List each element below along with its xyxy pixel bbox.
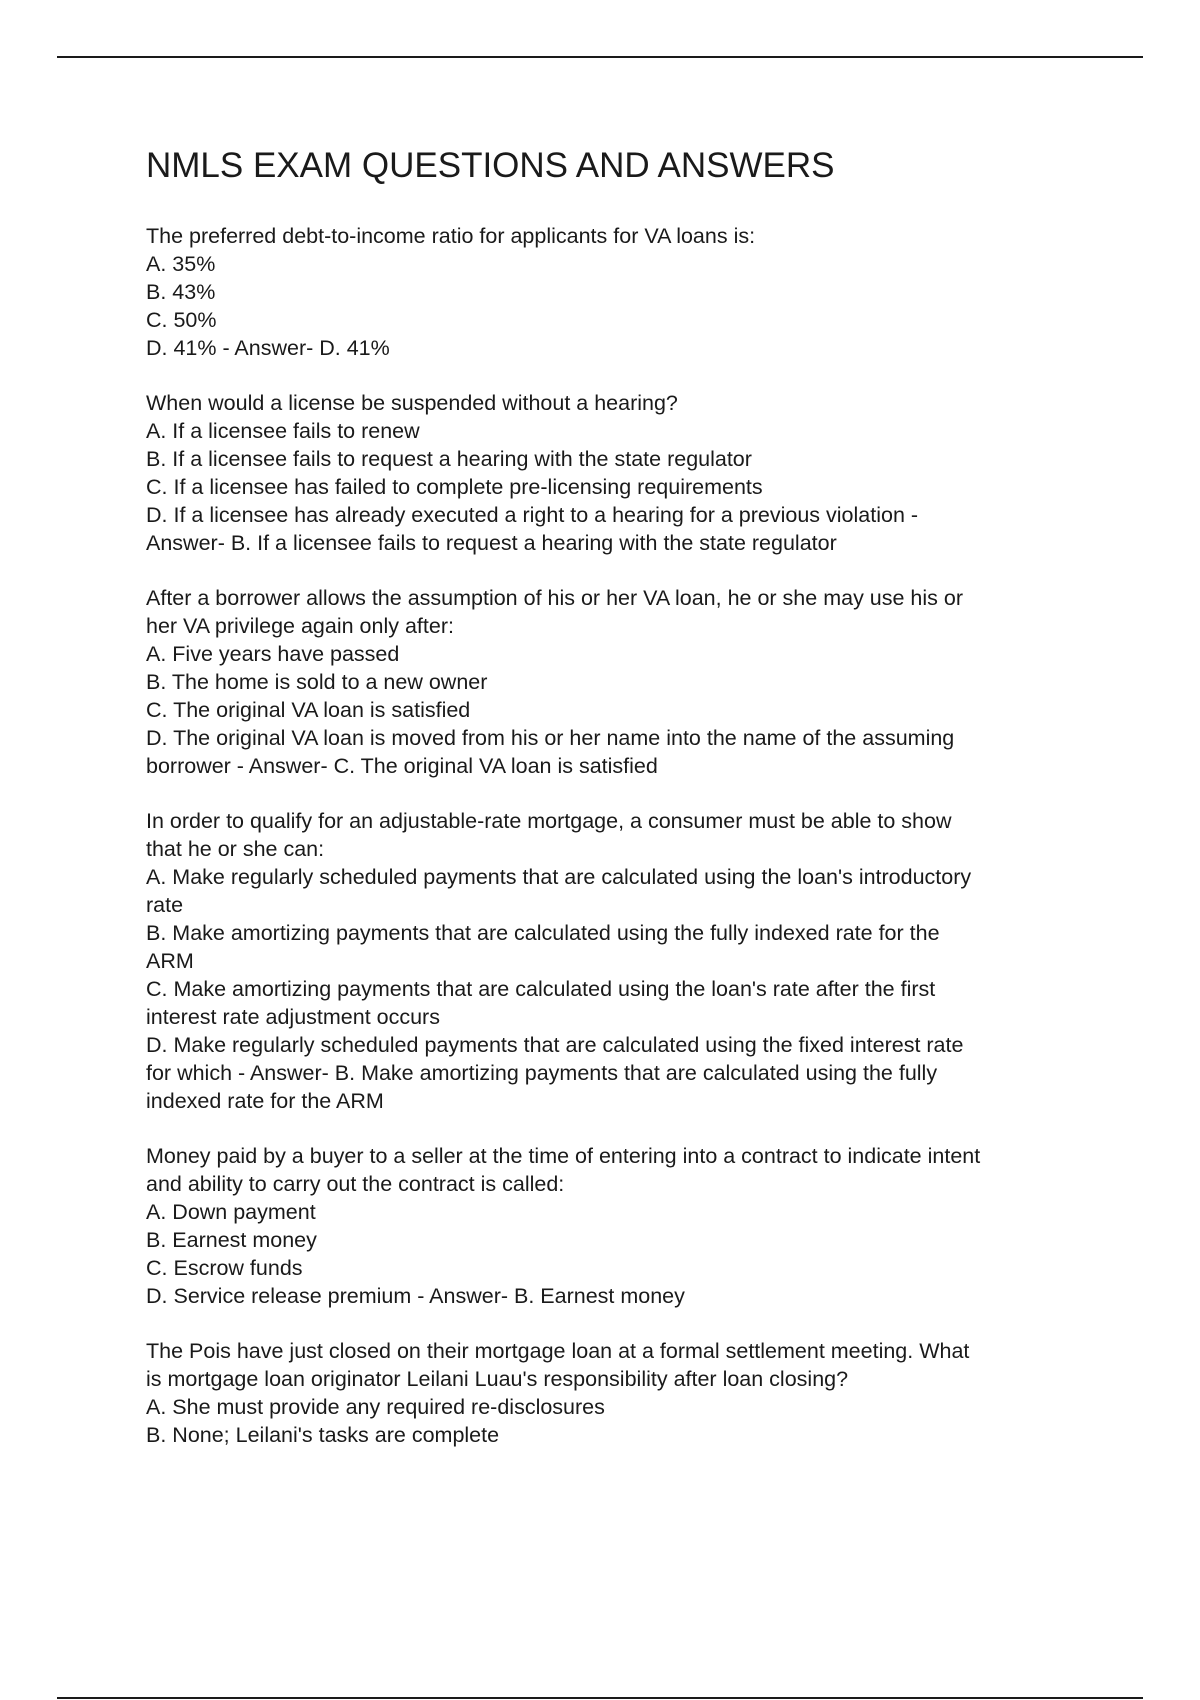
question-text-line: B. Earnest money [146, 1228, 317, 1252]
question-block [146, 1337, 1096, 1449]
question-text-line: interest rate adjustment occurs [146, 1005, 440, 1029]
question-text-line: Money paid by a buyer to a seller at the time of entering into a contract to indicate intent [146, 1144, 981, 1168]
question-text-line: C. 50% [146, 308, 217, 332]
question-text-line: D. 41% - Answer- D. 41% [146, 336, 390, 360]
question-text-line: The Pois have just closed on their mortgage loan at a formal settlement meeting. What [146, 1339, 970, 1363]
question-text-line: B. None; Leilani's tasks are complete [146, 1423, 500, 1447]
footer-rule [57, 1697, 1143, 1699]
question-text-line: D. Make regularly scheduled payments that are calculated using the fixed interest rate [146, 1033, 964, 1057]
question-text-line: When would a license be suspended without a hearing? [146, 391, 678, 415]
question-text-line: rate [146, 893, 184, 917]
question-block [146, 1142, 1096, 1310]
question-text-line: B. 43% [146, 280, 216, 304]
question-text-line: C. If a licensee has failed to complete pre-licensing requirements [146, 475, 763, 499]
question-text-line: A. Five years have passed [146, 642, 400, 666]
question-text-line: that he or she can: [146, 837, 325, 861]
question-list [146, 222, 1096, 1449]
document-title: NMLS EXAM QUESTIONS AND ANSWERS [146, 146, 835, 185]
question-text-line: her VA privilege again only after: [146, 614, 454, 638]
question-text-line: B. The home is sold to a new owner [146, 670, 488, 694]
question-text-line: for which - Answer- B. Make amortizing payments that are calculated using the fully [146, 1061, 938, 1085]
question-text-line: A. Make regularly scheduled payments that are calculated using the loan's introductory [146, 865, 972, 889]
question-text-line: D. The original VA loan is moved from his or her name into the name of the assuming [146, 726, 955, 750]
question-text-line: ARM [146, 949, 194, 973]
question-text-line: borrower - Answer- C. The original VA loan is satisfied [146, 754, 658, 778]
question-text-line: D. Service release premium - Answer- B. Earnest money [146, 1284, 685, 1308]
document-content [146, 136, 1096, 1476]
question-text-line: B. If a licensee fails to request a hearing with the state regulator [146, 447, 752, 471]
question-text-line: The preferred debt-to-income ratio for applicants for VA loans is: [146, 224, 756, 248]
question-text-line: B. Make amortizing payments that are calculated using the fully indexed rate for the [146, 921, 940, 945]
question-text-line: A. If a licensee fails to renew [146, 419, 420, 443]
question-text-line: C. The original VA loan is satisfied [146, 698, 471, 722]
question-block [146, 584, 1096, 780]
question-text-line: indexed rate for the ARM [146, 1089, 384, 1113]
question-text-line: and ability to carry out the contract is called: [146, 1172, 565, 1196]
question-text-line: A. She must provide any required re-disclosures [146, 1395, 605, 1419]
question-text-line: A. Down payment [146, 1200, 316, 1224]
question-block [146, 222, 1096, 362]
question-text-line: Answer- B. If a licensee fails to request a hearing with the state regulator [146, 531, 837, 555]
question-text-line: In order to qualify for an adjustable-rate mortgage, a consumer must be able to show [146, 809, 952, 833]
question-text-line: C. Make amortizing payments that are calculated using the loan's rate after the first [146, 977, 936, 1001]
question-text-line: After a borrower allows the assumption of his or her VA loan, he or she may use his or [146, 586, 963, 610]
question-text-line: is mortgage loan originator Leilani Luau's responsibility after loan closing? [146, 1367, 849, 1391]
question-text-line: A. 35% [146, 252, 216, 276]
question-text-line: C. Escrow funds [146, 1256, 303, 1280]
header-rule [57, 56, 1143, 58]
question-block [146, 389, 1096, 557]
question-text-line: D. If a licensee has already executed a right to a hearing for a previous violation - [146, 503, 919, 527]
question-block [146, 807, 1096, 1115]
